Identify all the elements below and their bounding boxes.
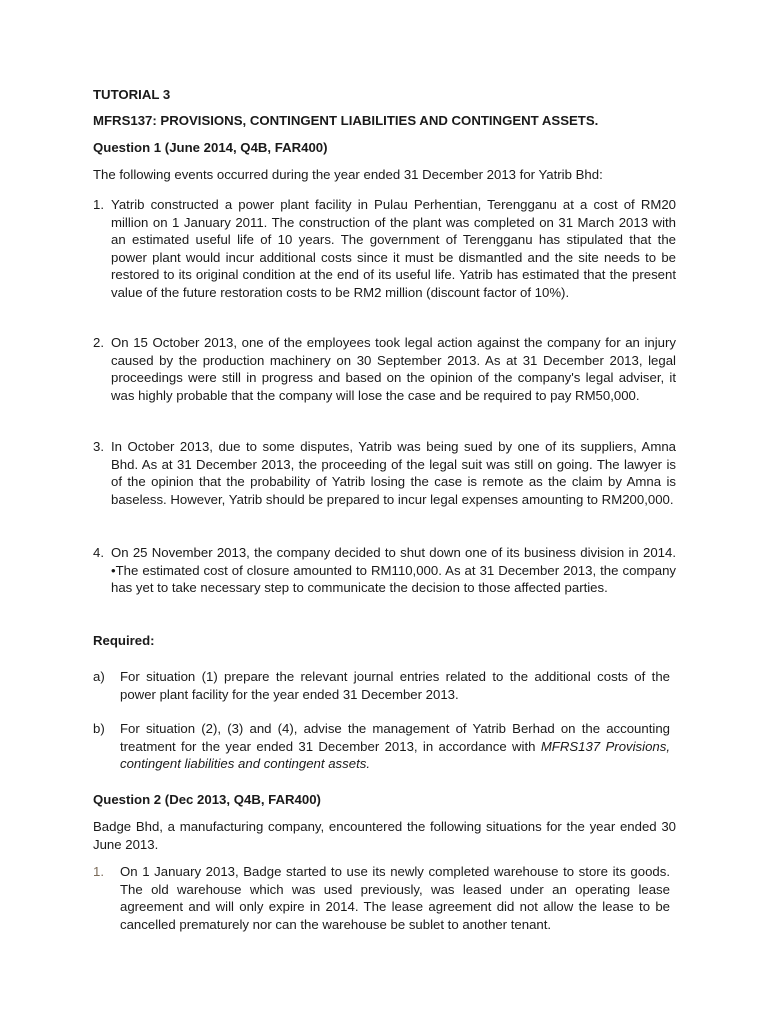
item-text: On 25 November 2013, the company decided to shut down one of its business division in 2014. •The estimated cost of closure amounted to RM110,000. As at 31 December 2013, the company has yet to take necessary step to communicate the decision to those affected parties. bbox=[111, 545, 676, 596]
item-text: Yatrib constructed a power plant facility in Pulau Perhentian, Terengganu at a cost of RM20 million on 1 January 2011. The construction of the plant was completed on 31 March 2013 with an estimated useful life of 10 years. The government of Terengganu has stipulated that the power plant would incur additional costs since it must be dismantled and the site needs to be restored to its original condition at the end of its useful life. Yatrib has estimated that the present value of the future restoration costs to be RM2 million (discount factor of 10%). bbox=[111, 197, 676, 300]
question1-item-1 bbox=[93, 196, 676, 302]
item-number: 1. bbox=[93, 864, 104, 879]
question2-item-1 bbox=[93, 863, 670, 933]
item-text: In October 2013, due to some disputes, Yatrib was being sued by one of its suppliers, Amna Bhd. As at 31 December 2013, the proceeding of the legal suit was still on going. The lawyer is of the opinion that the probability of Yatrib losing the case is remote as the claim by Amna is baseless. However, Yatrib should be prepared to incur legal expenses amounting to RM200,000. bbox=[111, 439, 676, 507]
required-item-b bbox=[93, 720, 670, 773]
item-number: 3. bbox=[93, 439, 104, 454]
question1-item-4 bbox=[93, 544, 676, 597]
question1-item-3 bbox=[93, 438, 676, 508]
standard-reference: MFRS137 Provisions, contingent liabilities and contingent assets. bbox=[120, 738, 671, 772]
question1-heading: Question 1 (June 2014, Q4B, FAR400) bbox=[93, 140, 328, 155]
question1-item-2 bbox=[93, 334, 676, 404]
required-item-label: a) bbox=[93, 669, 105, 684]
required-item-body bbox=[120, 720, 670, 773]
item-number: 4. bbox=[93, 545, 104, 560]
question1-intro: The following events occurred during the year ended 31 December 2013 for Yatrib Bhd: bbox=[93, 167, 603, 182]
required-label: Required: bbox=[93, 633, 155, 648]
question2-heading: Question 2 (Dec 2013, Q4B, FAR400) bbox=[93, 792, 321, 807]
required-item-text: For situation (1) prepare the relevant journal entries related to the additional costs of the power plant facility for the year ended 31 December 2013. bbox=[120, 669, 670, 702]
required-item-label: b) bbox=[93, 721, 105, 736]
item-number: 1. bbox=[93, 197, 104, 212]
topic-title: MFRS137: PROVISIONS, CONTINGENT LIABILITIES AND CONTINGENT ASSETS. bbox=[93, 113, 599, 128]
tutorial-title: TUTORIAL 3 bbox=[93, 87, 171, 102]
item-text: On 1 January 2013, Badge started to use its newly completed warehouse to store its goods. The old warehouse which was used previously, was leased under an operating lease agreement and will only expire in 2014. The lease agreement did not allow the lease to be cancelled prematurely nor can the warehouse be sublet to another tenant. bbox=[120, 864, 670, 932]
question2-intro: Badge Bhd, a manufacturing company, encountered the following situations for the year ended 30 June 2013. bbox=[93, 819, 676, 852]
required-item-text: For situation (2), (3) and (4), advise the management of Yatrib Berhad on the accounting treatment for the year ended 31 December 2013, in accordance with bbox=[120, 721, 670, 754]
item-text: On 15 October 2013, one of the employees took legal action against the company for an injury caused by the production machinery on 30 September 2013. As at 31 December 2013, legal proceedings were still in progress and based on the opinion of the company's legal adviser, it was highly probable that the company will lose the case and be required to pay RM50,000. bbox=[111, 335, 676, 403]
item-number: 2. bbox=[93, 335, 104, 350]
required-item-a bbox=[93, 668, 670, 703]
